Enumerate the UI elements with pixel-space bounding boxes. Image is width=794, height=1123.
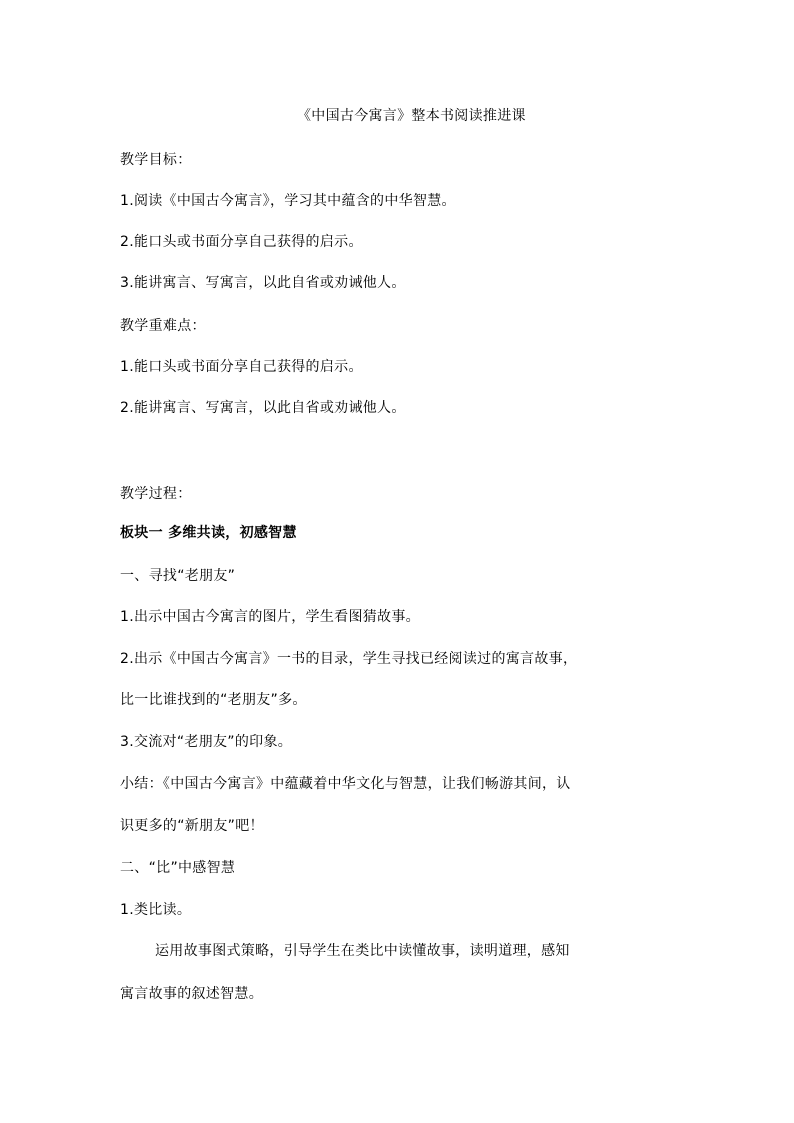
section-two-step-1: 1.类比读。	[120, 902, 192, 918]
section-one-step-1: 1.出示中国古今寓言的图片，学生看图猜故事。	[120, 609, 420, 625]
section-two-paragraph-line-2: 寓言故事的叙述智慧。	[120, 986, 263, 1002]
section-one-summary-line-2: 识更多的“新朋友”吧！	[120, 818, 264, 834]
goals-heading: 教学目标：	[120, 152, 192, 168]
section-one-step-2-line-2: 比一比谁找到的“老朋友”多。	[120, 692, 307, 708]
section-two-paragraph-line-1: 运用故事图式策略，引导学生在类比中读懂故事，读明道理，感知	[155, 943, 570, 959]
goal-item-1: 1.阅读《中国古今寓言》，学习其中蕴含的中华智慧。	[120, 193, 456, 209]
key-points-heading: 教学重难点：	[120, 318, 206, 334]
section-one-summary-line-1: 小结：《中国古今寓言》中蕴藏着中华文化与智慧，让我们畅游其间，认	[120, 776, 571, 792]
section-one-step-2-line-1: 2.出示《中国古今寓言》一书的目录，学生寻找已经阅读过的寓言故事，	[120, 651, 578, 667]
process-heading: 教学过程：	[120, 486, 192, 502]
document-title: 《中国古今寓言》整本书阅读推进课	[297, 108, 526, 124]
section-one-heading: 一、寻找“老朋友”	[120, 568, 236, 584]
goal-item-3: 3.能讲寓言、写寓言，以此自省或劝诫他人。	[120, 275, 406, 291]
section-one-step-3: 3.交流对“老朋友”的印象。	[120, 734, 293, 750]
key-point-item-1: 1.能口头或书面分享自己获得的启示。	[120, 359, 363, 375]
module-one-heading: 板块一 多维共读，初感智慧	[120, 525, 297, 541]
goal-item-2: 2.能口头或书面分享自己获得的启示。	[120, 234, 363, 250]
section-two-heading: 二、“比”中感智慧	[120, 860, 236, 876]
key-point-item-2: 2.能讲寓言、写寓言，以此自省或劝诫他人。	[120, 400, 406, 416]
